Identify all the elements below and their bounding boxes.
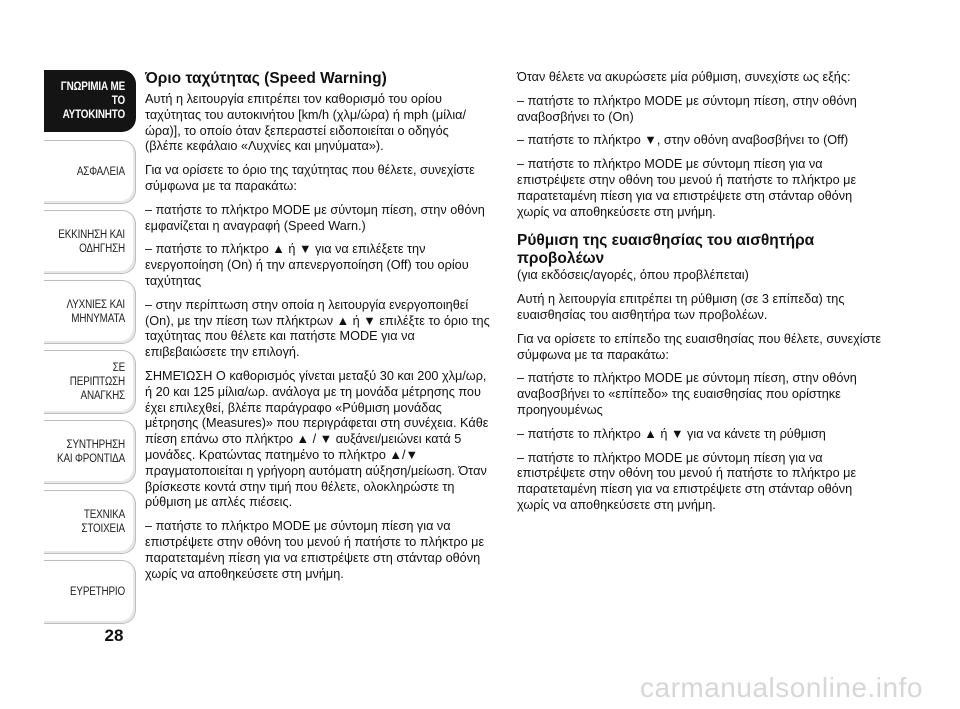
paragraph: – στην περίπτωση στην οποία η λειτουργία ενεργοποιηθεί (On), με την πίεση των πλήκτρων ▲ ή ▼ επιλέξτε το όριο της ταχύτητας που θέλετε και πατήστε MODE για να επιβεβαιώσετε την επιλογή. bbox=[145, 297, 490, 360]
tab-emergency[interactable] bbox=[44, 350, 136, 414]
paragraph: – πατήστε το πλήκτρο MODE με σύντομη πίεση, στην οθόνη αναβοσβήνει το «επίπεδο» της ευαισθησίας που ορίστηκε προηγουμένως bbox=[517, 371, 857, 417]
tab-label: ΣΥΝΤΗΡΗΣΗ ΚΑΙ ΦΡΟΝΤΙΔΑ bbox=[57, 439, 125, 465]
paragraph: – πατήστε το πλήκτρο ▲ ή ▼ για να κάνετε τη ρύθμιση bbox=[517, 426, 826, 441]
paragraph: – πατήστε το πλήκτρο MODE με σύντομη πίεση για να επιστρέψετε στην οθόνη του μενού ή πατήστε το πλήκτρο με παρατεταμένη πίεση για να επιστρέψετε στη στάνταρ οθόνη χωρίς να αποθηκεύσετε στη μνήμη. bbox=[517, 450, 857, 512]
paragraph: – πατήστε το πλήκτρο MODE με σύντομη πίεση για να επιστρέψετε στην οθόνη του μενού ή πατήστε το πλήκτρο με παρατεταμένη πίεση για να επιστρέψετε στη στάνταρ οθόνη χωρίς να αποθηκεύσετε στη μνήμη. bbox=[145, 519, 485, 581]
tab-label: ΑΣΦΑΛΕΙΑ bbox=[76, 166, 125, 178]
paragraph: Για να ορίσετε το όριο της ταχύτητας που θέλετε, συνεχίστε σύμφωνα με τα παρακάτω: bbox=[145, 163, 475, 193]
paragraph: – πατήστε το πλήκτρο ▲ ή ▼ για να επιλέξετε την ενεργοποίηση (On) ή την απενεργοποίηση (Off) του ορίου ταχύτητας bbox=[145, 242, 469, 288]
tab-getting-to-know[interactable] bbox=[44, 70, 136, 132]
tab-lights-messages[interactable] bbox=[44, 280, 136, 344]
section-subtitle: (για εκδόσεις/αγορές, όπου προβλέπεται) bbox=[517, 268, 749, 283]
watermark: carmanualsonline.info bbox=[640, 672, 923, 703]
tab-label: ΣΕ ΠΕΡΙΠΤΩΣΗ ΑΝΑΓΚΗΣ bbox=[69, 362, 125, 402]
tab-safety[interactable] bbox=[44, 140, 136, 204]
tab-index[interactable] bbox=[44, 560, 136, 624]
tab-label: ΕΥΡΕΤΗΡΙΟ bbox=[69, 586, 125, 598]
paragraph: Αυτή η λειτουργία επιτρέπει τον καθορισμό του ορίου ταχύτητας του αυτοκινήτου [km/h (χλμ/ώρα) ή mph (μίλια/ώρα)], το οποίο όταν ξεπεραστεί ειδοποιείται ο οδηγός (βλέπε κεφάλαιο «Λυχνίες και μηνύματα»). bbox=[145, 92, 467, 154]
left-column bbox=[145, 70, 490, 590]
right-column bbox=[517, 70, 882, 522]
section-title-speed-warning: Όριο ταχύτητας (Speed Warning) bbox=[145, 70, 387, 87]
paragraph: Αυτή η λειτουργία επιτρέπει τη ρύθμιση (σε 3 επίπεδα) της ευαισθησίας του αισθητήρα των προβολέων. bbox=[517, 292, 845, 322]
tab-label: ΓΝΩΡΙΜΙΑ ΜΕ ΤΟ ΑΥΤΟΚΙΝΗΤΟ bbox=[60, 81, 125, 121]
tab-maintenance[interactable] bbox=[44, 420, 136, 484]
paragraph: Για να ορίσετε το επίπεδο της ευαισθησίας που θέλετε, συνεχίστε σύμφωνα με τα παρακάτω: bbox=[517, 331, 882, 362]
tab-label: ΤΕΧΝΙΚΑ ΣΤΟΙΧΕΙΑ bbox=[81, 509, 125, 535]
section-title-headlight-sensor: Ρύθμιση της ευαισθησίας του αισθητήρα προβολέων bbox=[517, 232, 815, 268]
tab-technical-data[interactable] bbox=[44, 490, 136, 554]
paragraph: – πατήστε το πλήκτρο MODE με σύντομη πίεση, στην οθόνη αναβοσβήνει το (On) bbox=[517, 93, 857, 124]
note-paragraph: ΣΗΜΕΊΩΣΗ Ο καθορισμός γίνεται μεταξύ 30 και 200 χλμ/ωρ, ή 20 και 125 μίλια/ωρ. ανάλογα με τη μονάδα μέτρησης που έχει επιλεχθεί, βλέπε παράγραφο «Ρύθμιση μονάδας μέτρησης (Measures)» που περιγράφεται στη συνέχεια. Κάθε πίεση επάνω στο πλήκτρο ▲ / ▼ αυξάνει/μειώνει κατά 5 μονάδες. Κρατώντας πατημένο το πλήκτρο ▲/▼ πραγματοποιείται η γρήγορη αυτόματη αύξηση/μείωση. Όταν βρίσκεστε κοντά στην τιμή που θέλετε, ολοκληρώστε τη ρύθμιση με απλές πιέσεις. bbox=[145, 368, 489, 510]
paragraph: – πατήστε το πλήκτρο MODE με σύντομη πίεση, στην οθόνη εμφανίζεται η αναγραφή (Speed Warn.) bbox=[145, 202, 485, 233]
paragraph: – πατήστε το πλήκτρο MODE με σύντομη πίεση για να επιστρέψετε στην οθόνη του μενού ή πατήστε το πλήκτρο με παρατεταμένη πίεση για να επιστρέψετε στη στάνταρ οθόνη χωρίς να αποθηκεύσετε στη μνήμη. bbox=[517, 157, 857, 219]
tab-label: ΛΥΧΝΙΕΣ ΚΑΙ ΜΗΝΥΜΑΤΑ bbox=[66, 299, 125, 325]
tab-label: ΕΚΚΙΝΗΣΗ ΚΑΙ ΟΔΗΓΗΣΗ bbox=[58, 229, 125, 255]
paragraph: – πατήστε το πλήκτρο ▼, στην οθόνη αναβοσβήνει το (Off) bbox=[517, 133, 849, 148]
page-number: 28 bbox=[104, 626, 124, 645]
tab-starting-driving[interactable] bbox=[44, 210, 136, 274]
paragraph: Όταν θέλετε να ακυρώσετε μία ρύθμιση, συνεχίστε ως εξής: bbox=[517, 70, 851, 84]
